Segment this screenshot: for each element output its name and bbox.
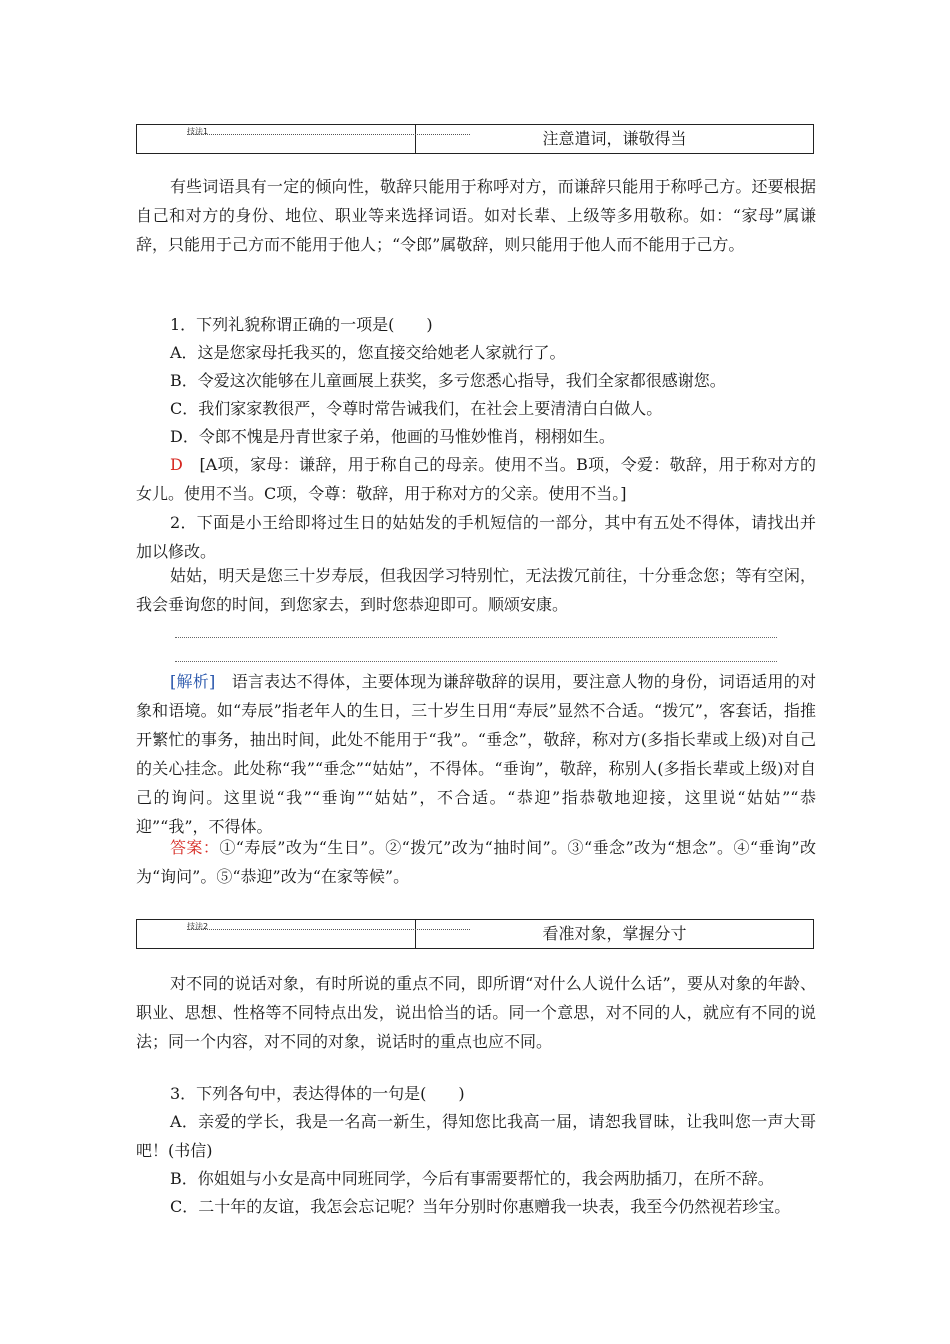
technique-title: 注意遣词，谦敬得当 <box>542 129 687 148</box>
technique-tag: 技法1 <box>187 127 209 136</box>
question-2-stem: 2．下面是小王给即将过生日的姑姑发的手机短信的一部分，其中有五处不得体，请找出并加以修改。 <box>136 513 816 561</box>
analysis-label: [解析] <box>170 672 216 691</box>
question-1-option-a: A．这是您家母托我买的，您直接交给她老人家就行了。 <box>170 343 566 362</box>
question-1-option-b: B．令爱这次能够在儿童画展上获奖，多亏您悉心指导，我们全家都很感谢您。 <box>170 371 726 390</box>
question-2-analysis-block <box>136 667 816 841</box>
question-3-option-a: A．亲爱的学长，我是一名高一新生，得知您比我高一届，请恕我冒昧，让我叫您一声大哥吧！(书信) <box>136 1112 816 1160</box>
technique-tag: 技法2 <box>187 922 209 931</box>
answer-line-2 <box>175 661 777 662</box>
question-2-message: 姑姑，明天是您三十岁寿辰，但我因学习特别忙，无法拨冗前往，十分垂念您；等有空闲，我会垂询您的时间，到您家去，到时您恭迎即可。顺颂安康。 <box>136 566 816 614</box>
technique-1-box <box>136 124 814 154</box>
question-1-answer: D <box>170 455 183 474</box>
answer-line-1 <box>175 637 777 638</box>
answer-label: 答案： <box>170 838 220 857</box>
question-1-answer-block <box>136 450 816 508</box>
technique-2-box <box>136 919 814 949</box>
technique-title: 看准对象，掌握分寸 <box>542 924 687 943</box>
question-1-explanation: [A项，家母：谦辞，用于称自己的母亲。使用不当。B项，令爱：敬辞，用于称对方的女儿。使用不当。C项，令尊：敬辞，用于称对方的父亲。使用不当。] <box>136 455 816 503</box>
question-2-analysis: 语言表达不得体，主要体现为谦辞敬辞的误用，要注意人物的身份，词语适用的对象和语境。如“寿辰”指老年人的生日，三十岁生日用“寿辰”显然不合适。“拨冗”，客套话，指推开繁忙的事务，抽出时间，此处不能用于“我”。“垂念”，敬辞，称对方(多指长辈或上级)对自己的关心挂念。此处称“我”“垂念”“姑姑”，不得体。“垂询”，敬辞，称别人(多指长辈或上级)对自己的询问。这里说“我”“垂询”“姑姑”，不合适。“恭迎”指恭敬地迎接，这里说“姑姑”“恭迎”“我”，不得体。 <box>136 672 816 836</box>
question-3-stem: 3．下列各句中，表达得体的一句是( ) <box>170 1084 465 1103</box>
question-2-answer-block <box>136 833 816 891</box>
question-3-option-c: C．二十年的友谊，我怎会忘记呢？当年分别时你惠赠我一块表，我至今仍然视若珍宝。 <box>170 1197 791 1216</box>
question-2-answer: ①“寿辰”改为“生日”。②“拨冗”改为“抽时间”。③“垂念”改为“想念”。④“垂询”改为“询问”。⑤“恭迎”改为“在家等候”。 <box>136 838 816 886</box>
question-1-option-d: D．令郎不愧是丹青世家子弟，他画的马惟妙惟肖，栩栩如生。 <box>170 427 615 446</box>
question-1-option-c: C．我们家家教很严，令尊时常告诫我们，在社会上要清清白白做人。 <box>170 399 663 418</box>
question-1-stem: 1．下列礼貌称谓正确的一项是( ) <box>170 315 433 334</box>
technique-1-intro: 有些词语具有一定的倾向性，敬辞只能用于称呼对方，而谦辞只能用于称呼己方。还要根据自己和对方的身份、地位、职业等来选择词语。如对长辈、上级等多用敬称。如：“家母”属谦辞，只能用于己方而不能用于他人；“令郎”属敬辞，则只能用于他人而不能用于己方。 <box>136 177 816 254</box>
technique-2-intro: 对不同的说话对象，有时所说的重点不同，即所谓“对什么人说什么话”，要从对象的年龄、职业、思想、性格等不同特点出发，说出恰当的话。同一个意思，对不同的人，就应有不同的说法；同一个内容，对不同的对象，说话时的重点也应不同。 <box>136 974 816 1051</box>
question-3-option-b: B．你姐姐与小女是高中同班同学，今后有事需要帮忙的，我会两肋插刀，在所不辞。 <box>170 1169 774 1188</box>
